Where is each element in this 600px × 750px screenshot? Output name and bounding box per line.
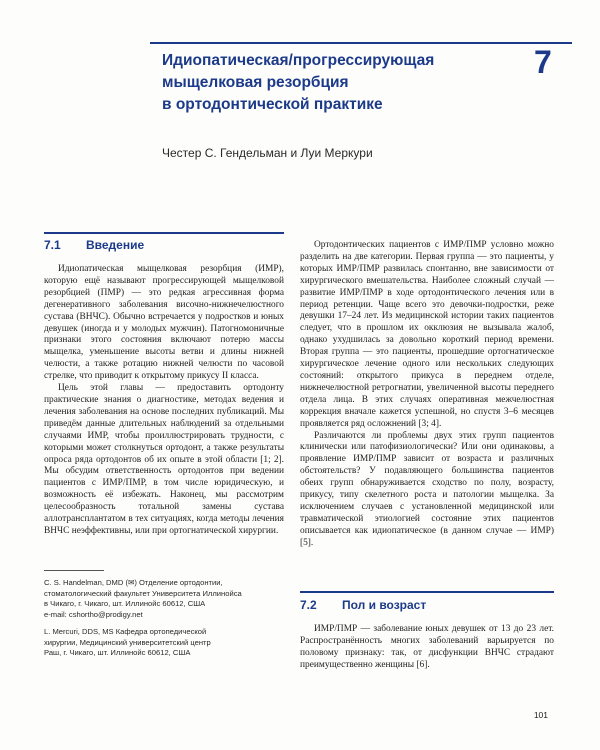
left-column	[44, 264, 284, 538]
footnote-line: L. Mercuri, DDS, MS Кафедра ортопедической	[44, 627, 207, 636]
section-2-text	[300, 624, 554, 672]
footnote-line: C. S. Handelman, DMD (✉) Отделение ортодонтии,	[44, 578, 223, 587]
footnote-line: хирургии, Медицинский университетский центр	[44, 637, 211, 647]
paragraph: ИМР/ПМР — заболевание юных девушек от 13 до 23 лет. Распространённость многих заболеваний варьируется по половому признаку: так, от дисфункции ВНЧС страдают преимущественно женщины [6].	[300, 624, 554, 670]
paragraph: Ортодонтических пациентов с ИМР/ПМР условно можно разделить на две категории. Первая группа — это пациенты, у которых ИМР/ПМР развилась спонтанно, вне зависимости от хирургического вмешательства. Наиболее сложный случай — развитие ИМР/ПМР в ходе ортодонтического лечения или в период ретенции. Чаще всего это девочки-подростки, реже девушки 17–24 лет. Из медицинской истории таких пациентов следует, что в прошлом их окклюзия не вызывала жалоб, однако ухудшилась за довольно короткий период времени. Вторая группа — это пациенты, прошедшие ортогнатическое хирургическое лечение одного или нескольких следующих состояний: открытого прикуса в переднем отделе, нижнечелюстной ретрогнатии, увеличенной высоты переднего отдела лица. В этих случаях оперативная межчелюстная коррекция вначале кажется успешной, но спустя 3–6 месяцев проявляется ряд осложнений [3; 4].	[300, 240, 554, 429]
footnote-email: e-mail: cshortho@prodigy.net	[44, 609, 143, 619]
chapter-title-line: Идиопатическая/прогрессирующая	[162, 52, 435, 69]
section-rule	[300, 591, 554, 593]
chapter-number: 7	[534, 44, 552, 80]
footnote-line: в Чикаго, г. Чикаго, шт. Иллинойс 60612, США	[44, 599, 206, 609]
section-heading-sex-age	[300, 598, 426, 612]
paragraph: Различаются ли проблемы двух этих групп пациентов клинически или патофизиологически? Или они одинаковы, а проявление ИМР/ПМР зависит от возраста и различных обстоятельств? У подавляющего большинства пациентов обеих групп обнаруживается сходство по полу, возрасту, прикусу, типу скелетного роста и патологии мыщелка. За исключением случаев с установленной медицинской или травматической этиологией состояние этих пациентов описывается как идиопатическое (в данном случае — ИМР) [5].	[300, 430, 554, 548]
footnote-handelman	[44, 578, 284, 620]
authors: Честер С. Гендельман и Луи Меркури	[162, 146, 373, 160]
footnote-line: стоматологический факультет Университета Иллинойса	[44, 588, 242, 598]
section-number: 7.2	[300, 598, 317, 612]
chapter-title	[162, 50, 502, 116]
paragraph: Идиопатическая мыщелковая резорбция (ИМР), которую ещё называют прогрессирующей мыщелковой резорбцией (ПМР) — это редкая агрессивная форма дегенеративного заболевания височно-нижнечелюстного сустава (ВНЧС). Обычно встречается у подростков и юных девушек (иногда и у молодых мужчин). Патогномоничные признаки этого состояния включают потерю массы мыщелка, уменьшение высоты ветви и длины нижней челюсти, а также ротацию нижней челюсти по часовой стрелке, что приводит к открытому прикусу II класса.	[44, 264, 284, 382]
footnote-mercuri	[44, 627, 284, 659]
chapter-title-line: мыщелковая резорбция	[162, 74, 349, 91]
footnote-line: Раш, г. Чикаго, шт. Иллинойс 60612, США	[44, 648, 191, 658]
right-column	[300, 240, 554, 550]
footnote-rule	[44, 570, 104, 571]
top-rule	[150, 42, 572, 44]
chapter-title-line: в ортодонтической практике	[162, 96, 383, 113]
section-number: 7.1	[44, 238, 61, 252]
section-heading-introduction	[44, 238, 144, 252]
page-number: 101	[533, 710, 548, 720]
paragraph: Цель этой главы — предоставить ортодонту практические знания о диагностике, методах ведения и лечения заболевания на основе последних публикаций. Мы приведём данные длительных наблюдений за отдельными случаями ИМР, чтобы проиллюстрировать трудности, с которыми может столкнуться ортодонт, а также результаты опроса ряда ортодонтов об их опыте в этой области [1; 2]. Мы обсудим ответственность ортодонтов при ведении пациентов с ИМР/ПМР, в том числе юридическую, и возможность её избежать. Наконец, мы рассмотрим целесообразность тотальной замены сустава аллотрансплантатом в тех ситуациях, когда методы лечения ВНЧС неэффективны, или при ортогнатической хирургии.	[44, 383, 284, 536]
section-title: Введение	[86, 238, 145, 252]
section-title: Пол и возраст	[342, 598, 427, 612]
section-rule	[44, 232, 284, 234]
